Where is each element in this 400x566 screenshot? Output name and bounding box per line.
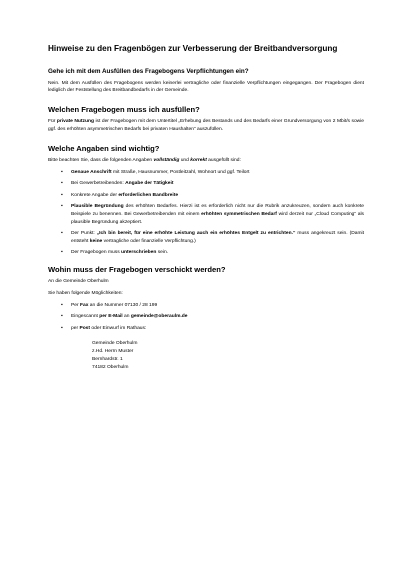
list-item [61,203,364,226]
important-info-list [48,169,364,257]
document-title: Hinweise zu den Fragenbögen zur Verbesserung der Breitbandversorgung [48,44,338,53]
text-run: Per [71,302,80,308]
text-run: des erhöhten Bedarfes. Hierzi ist es erforderlich nicht nur die Rubrik anzukreuzen, sondern auch konkrete Beispiele zu benennen. Bei Gewerbetreibenden mit einem [71,204,364,218]
text-run: per [71,325,80,331]
text-run-bold: Plausible Begründung [71,204,124,210]
text-run-bold-italic: korrekt [190,158,207,164]
list-item-email [61,313,364,321]
text-run: wird derzeit nur „Cloud Computing“ als plausible Begründung akzeptiert. [71,212,365,225]
text-run-bold: Genaue Anschrift [71,169,112,175]
text-run: Der Fragebogen muss [71,250,122,256]
text-run-bold: keine [89,238,103,244]
text-run: Konkrete Angabe der [71,192,119,198]
text-run-bold: erforderlichen Bandbreite [118,192,179,198]
text-run-bold: per E-Mail [99,314,123,320]
list-item [61,249,364,257]
section-heading-obligations: Gehe ich mit dem Ausfüllen des Fragebogens Verpflichtungen ein? [48,67,249,75]
text-run: an die Nummer 07130 / 28 199 [88,302,158,308]
text-run: oder Einwurf im Rathaus: [90,325,147,331]
address-line: z.Hd. Herrn Muster [92,349,134,355]
text-run: an [122,314,131,320]
section-text-which-form [48,118,364,133]
text-run: Der Punkt: [71,231,97,237]
section-heading-which-form: Welchen Fragebogen muss ich ausfüllen? [48,104,200,114]
list-item [61,169,364,177]
text-run: Bei Gewerbetreibenden: [71,181,126,187]
text-run-bold: Angabe der Tätigkeit [125,181,174,187]
text-run: und [179,158,191,164]
text-run-bold: „Ich bin bereit, für eine erhöhte Leistung auch ein erhöhtes Entgelt zu entrichten.“ [96,231,296,237]
text-run-bold: private Nutzung [56,119,94,125]
text-run: sein. [156,250,169,256]
text-run: muss angekreuzt sein. (Damit entsteht [71,231,364,244]
postal-address [92,340,364,371]
text-run: Für [48,119,57,125]
recipient-line: An die Gemeinde Oberhulm [48,279,109,285]
text-run: Bitte beachten Sie, dass die folgenden Angaben [48,158,154,164]
send-options-list [48,302,364,333]
text-run: ist der Fragebogen mit dem Untertitel „Erhebung des Bestands und des Bedarfs einer Grundversorgung von 2 Mbit/s sowie ggf. des erhöhten asymmetrischen Bedarfs bei privaten Haushalten“ auszufüllen. [48,119,365,132]
list-item-fax [61,302,364,310]
list-item [61,230,364,245]
section-heading-where-to-send: Wohin muss der Fragebogen verschickt werden? [48,264,226,274]
text-run: vertragliche oder finanzielle Verpflichtung.) [102,238,196,244]
list-item [61,192,364,200]
text-run-bold: Fax [79,302,89,308]
section-text-obligations: Nein. Mit dem Ausfüllen des Fragebogens werden keinerlei vertragliche oder finanzielle Verpflichtungen eingegangen. Der Fragebogen dient lediglich der Feststellung des Breitbandbedarfs in der Gemeinde. [48,80,364,94]
text-run: mit Straße, Hausnummer, Postleitzahl, Wohnort und ggf. Teilort [111,169,250,175]
email-link[interactable]: gemeinde@oberaulm.de [130,314,188,320]
text-run-bold: unterschrieben [121,250,157,256]
section-intro-important-info [48,157,364,165]
options-intro: Sie haben folgende Möglichkeiten: [48,291,123,297]
text-run-bold-italic: vollständig [153,158,180,164]
text-run-bold: erhöhten symmetrischen Bedarf [201,212,277,218]
address-line: Gemeinde Oberhulm [92,341,138,347]
section-heading-important-info: Welche Angaben sind wichtig? [48,143,160,153]
address-line: 74182 Oberhulm [92,364,129,370]
list-item [61,180,364,188]
address-line: Bernhardstr. 1 [92,357,123,363]
text-run: Eingescannt [71,314,100,320]
list-item-post [61,325,364,333]
text-run-bold: Post [79,325,91,331]
text-run: ausgefüllt sind: [206,158,241,164]
